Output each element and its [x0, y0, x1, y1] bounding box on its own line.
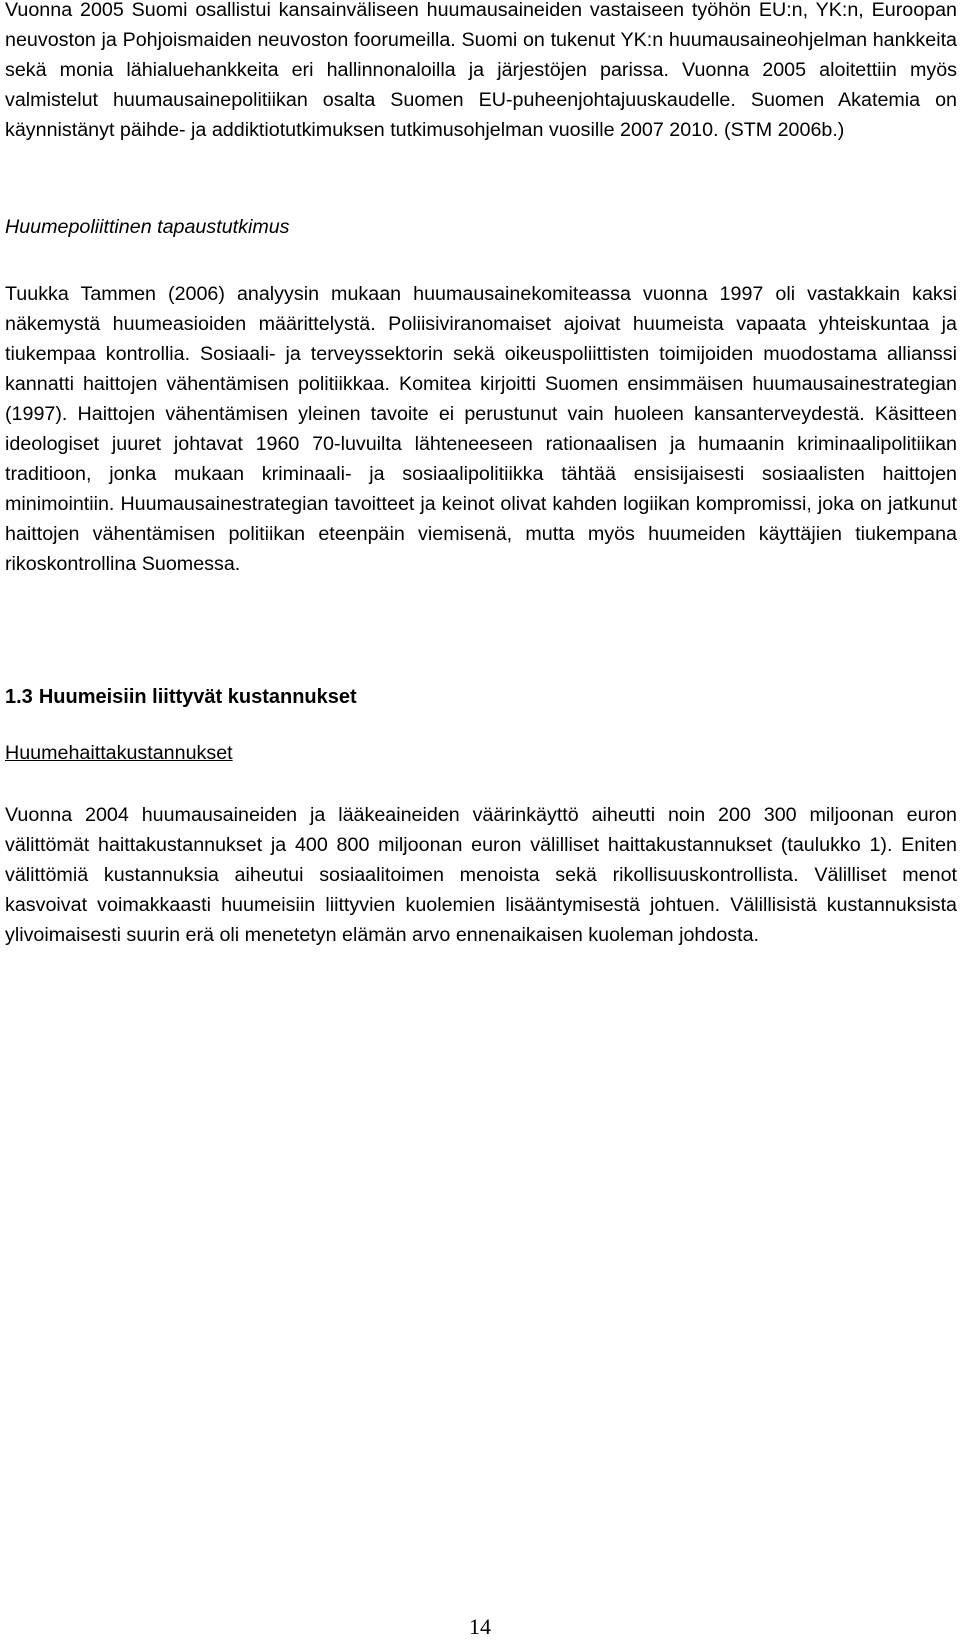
section-title: Huumeisiin liittyvät kustannukset — [38, 686, 357, 708]
subheading-harm-costs: Huumehaittakustannukset — [5, 742, 233, 764]
section-number: 1.3 — [5, 686, 33, 708]
section-heading — [5, 682, 357, 712]
subheading-case-study: Huumepoliittinen tapaustutkimus — [5, 216, 290, 238]
page-number: 14 — [469, 1614, 491, 1639]
paragraph-harm-costs: Vuonna 2004 huumausaineiden ja lääkeaineiden väärinkäyttö aiheutti noin 200 300 miljoonan euron välittömät haittakustannukset ja 400 800 miljoonan euron välilliset haittakustannukset (taulukko 1). Eniten välittömiä kustannuksia aiheutui sosiaalitoimen menoista sekä rikollisuuskontrollista. Välilliset menot kasvoivat voimakkaasti huumeisiin liittyvien kuolemien lisääntymisestä johtuen. Välillisistä kustannuksista ylivoimaisesti suurin erä oli menetetyn elämän arvo ennenaikaisen kuoleman johdosta. — [5, 804, 957, 946]
paragraph-international-cooperation: Vuonna 2005 Suomi osallistui kansainväliseen huumausaineiden vastaiseen työhön EU:n, YK:n, Euroopan neuvoston ja Pohjoismaiden neuvoston foorumeilla. Suomi on tukenut YK:n huumausaineohjelman hankkeita sekä monia lähialuehankkeita eri hallinnonaloilla ja järjestöjen parissa. Vuonna 2005 aloitettiin myös valmistelut huumausainepolitiikan osalta Suomen EU-puheenjohtajuuskaudelle. Suomen Akatemia on käynnistänyt päihde- ja addiktiotutkimuksen tutkimusohjelman vuosille 2007 2010. (STM 2006b.) — [5, 0, 957, 141]
paragraph-drug-policy-analysis: Tuukka Tammen (2006) analyysin mukaan huumausainekomiteassa vuonna 1997 oli vastakkain kaksi näkemystä huumeasioiden määrittelystä. Poliisiviranomaiset ajoivat huumeista vapaata yhteiskuntaa ja tiukempaa kontrollia. Sosiaali- ja terveyssektorin sekä oikeuspoliittisten toimijoiden muodostama allianssi kannatti haittojen vähentämisen politiikkaa. Komitea kirjoitti Suomen ensimmäisen huumausainestrategian (1997). Haittojen vähentämisen yleinen tavoite ei perustunut vain huoleen kansanterveydestä. Käsitteen ideologiset juuret johtavat 1960 70-luvuilta lähteneeseen rationaalisen ja humaanin kriminaalipolitiikan traditioon, jonka mukaan kriminaali- ja sosiaalipolitiikka tähtää ensisijaisesti sosiaalisten haittojen minimointiin. Huumausainestrategian tavoitteet ja keinot olivat kahden logiikan kompromissi, joka on jatkunut haittojen vähentämisen politiikan eteenpäin viemisenä, mutta myös huumeiden käyttäjien tiukempana rikoskontrollina Suomessa. — [5, 283, 957, 575]
